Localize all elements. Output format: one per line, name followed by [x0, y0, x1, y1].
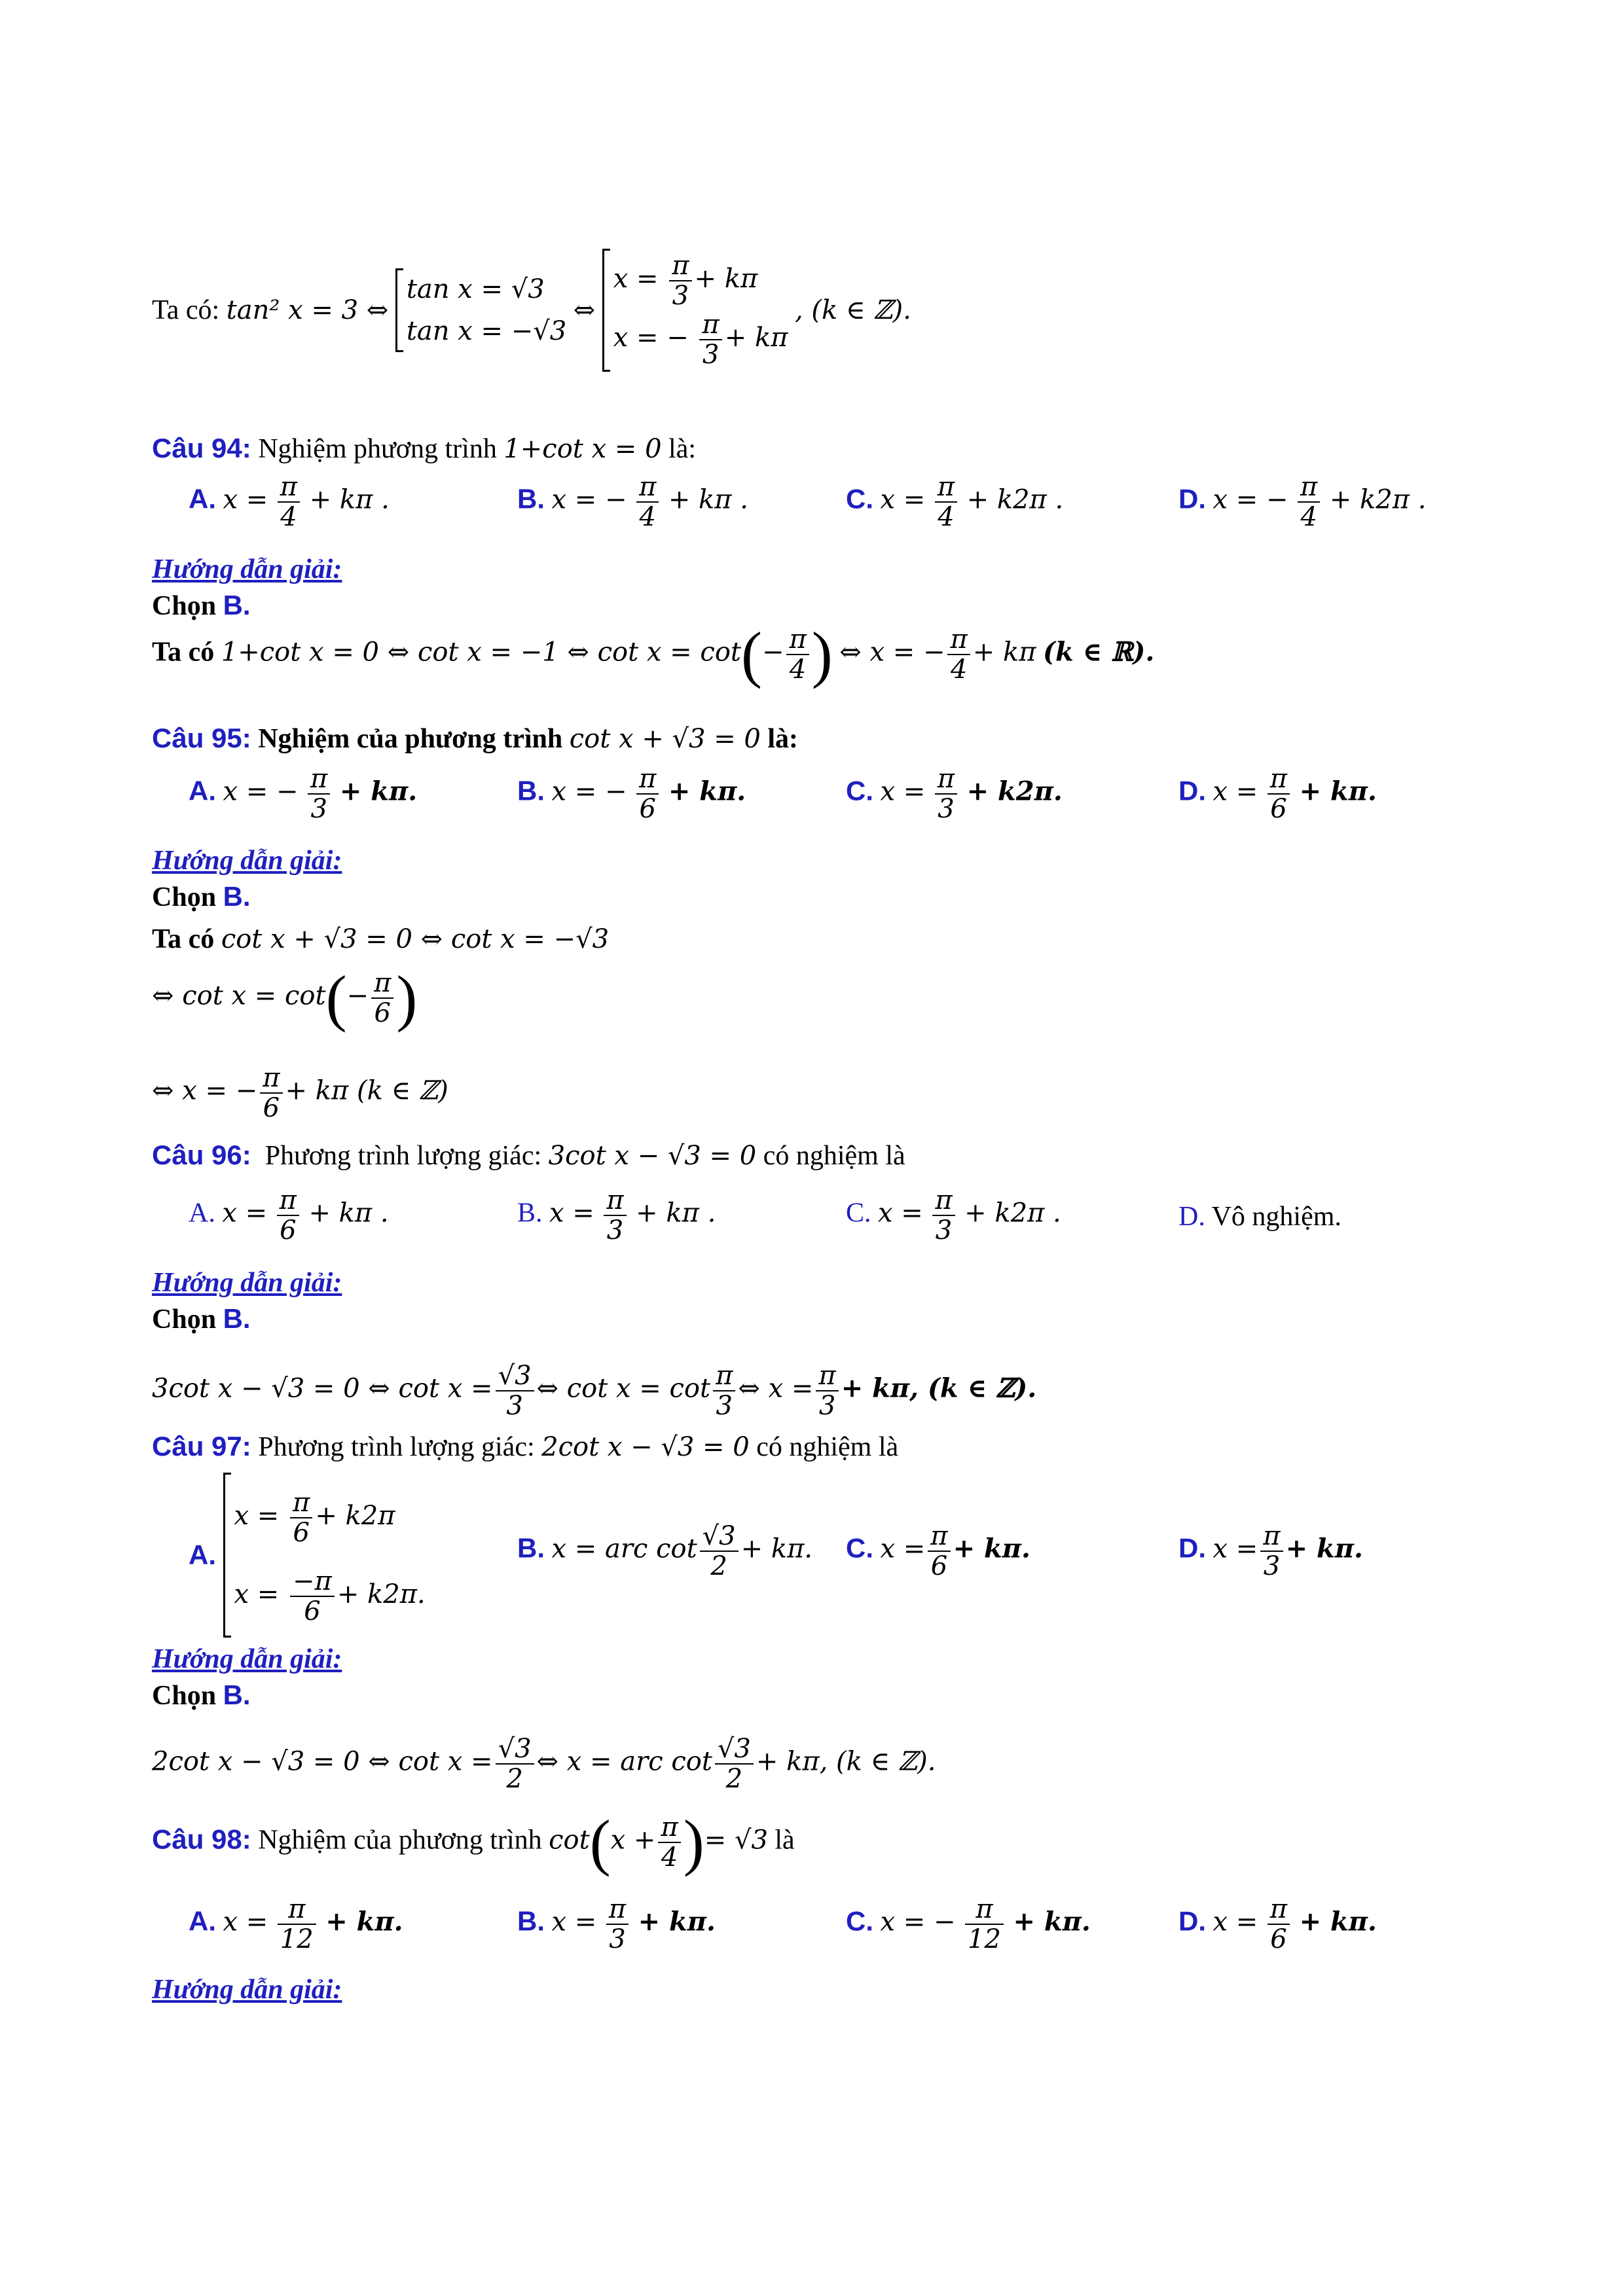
- den: 3: [818, 1391, 836, 1421]
- q97-label: Câu 97:: [152, 1431, 251, 1462]
- den: 3: [606, 1215, 624, 1246]
- q94-text: Nghiệm phương trình: [258, 434, 497, 464]
- sqrt-num: √3: [700, 1522, 739, 1552]
- q97-a-bot-post: + k2π.: [337, 1579, 426, 1609]
- q94-option-c[interactable]: [846, 473, 1063, 531]
- option-post: + k2π .: [1329, 484, 1427, 515]
- option-letter: D.: [1178, 483, 1206, 514]
- den: 3: [310, 794, 327, 824]
- option-pre: x = −: [880, 1907, 956, 1937]
- sqrt-num: √3: [715, 1734, 754, 1765]
- option-post: + kπ .: [668, 484, 749, 515]
- q97-eq: 2cot x − √3 = 0: [541, 1432, 750, 1462]
- pi-num: π: [1298, 473, 1320, 503]
- q97-option-d[interactable]: [1178, 1522, 1363, 1581]
- pi-num: π: [260, 1064, 282, 1094]
- option-post: + kπ .: [308, 1198, 389, 1229]
- pi-num: π: [935, 473, 957, 503]
- pi-num: π: [816, 1361, 838, 1391]
- q97-a-line2: x = $\frac{-\pi}{6}$ + k2π.: [234, 1566, 426, 1626]
- sol-prefix: Ta có: [152, 637, 215, 668]
- q95-tail: là:: [767, 724, 799, 754]
- den: 4: [661, 1842, 678, 1873]
- intro-system-1: [395, 268, 566, 352]
- den: 6: [374, 998, 391, 1028]
- q94-option-a[interactable]: [189, 473, 390, 531]
- q96-option-d[interactable]: [1178, 1201, 1341, 1232]
- pi-num: π: [636, 764, 659, 795]
- option-post: + kπ .: [309, 484, 390, 515]
- q94-option-d[interactable]: [1178, 473, 1426, 531]
- intro-line: [152, 249, 911, 425]
- q98-text: Nghiệm của phương trình: [258, 1825, 542, 1856]
- den: 4: [639, 502, 656, 532]
- den: 3: [938, 794, 955, 824]
- q94-choose: [152, 586, 251, 626]
- q95-option-d[interactable]: [1178, 764, 1377, 823]
- sqrt-num: √3: [496, 1361, 534, 1391]
- option-post: + kπ.: [1285, 1533, 1363, 1564]
- den: 4: [950, 655, 968, 685]
- option-letter: A.: [189, 483, 216, 514]
- sol-eq-3: + kπ, (k ∈ ℤ).: [756, 1746, 936, 1777]
- option-post: + kπ.: [638, 1906, 716, 1937]
- pi-num: π: [606, 1895, 629, 1925]
- den: 4: [938, 502, 955, 532]
- q94-option-b[interactable]: [517, 473, 748, 531]
- option-pre: x =: [1213, 776, 1258, 807]
- den: 3: [716, 1391, 733, 1421]
- option-letter: C.: [846, 775, 873, 806]
- sol-eq-2: ⇔ cot x = cot: [536, 1373, 711, 1404]
- q96-guide: [152, 1263, 342, 1302]
- neg-pi-num: −π: [290, 1567, 335, 1597]
- q98-eq-rhs: = √3: [704, 1825, 768, 1856]
- q97-a-top-post: + k2π: [315, 1501, 395, 1531]
- q97-guide: [152, 1640, 342, 1679]
- den: 3: [672, 281, 689, 311]
- sol-domain: (k ∈ ℝ).: [1043, 636, 1155, 668]
- sol-eq: ⇔ x = −: [152, 1075, 258, 1106]
- q98-guide: [152, 1970, 342, 2009]
- q95-text: Nghiệm của phương trình: [258, 724, 563, 754]
- pi-num: π: [1267, 764, 1290, 795]
- sol-eq-4: + kπ, (k ∈ ℤ).: [841, 1372, 1037, 1404]
- pi-num: π: [290, 1488, 312, 1518]
- q97-solution: [152, 1734, 936, 1793]
- q95-sol-2: ⇔ cot x = cot(− $\frac{\pi}{6}$ ): [152, 963, 418, 1033]
- option-letter: C.: [846, 1532, 873, 1564]
- q98-option-c[interactable]: [846, 1895, 1091, 1954]
- option-pre: x = arc cot: [551, 1534, 697, 1564]
- guide-heading: Hướng dẫn giải:: [152, 1268, 342, 1298]
- den: 2: [506, 1764, 523, 1794]
- den: 6: [1270, 794, 1287, 824]
- q94-guide: [152, 550, 342, 589]
- sol-eq-2: + kπ (k ∈ ℤ): [285, 1075, 448, 1106]
- q95-sol-1: [152, 920, 609, 959]
- q96-eq: 3cot x − √3 = 0: [548, 1141, 757, 1171]
- den: 4: [789, 655, 807, 685]
- q96-solution: [152, 1361, 1036, 1420]
- option-pre: x = −: [551, 776, 627, 807]
- option-pre: x = −: [1213, 484, 1288, 515]
- option-pre: x =: [223, 1907, 268, 1937]
- option-pre: x =: [878, 1198, 923, 1229]
- den: 3: [506, 1391, 523, 1421]
- option-letter: B.: [517, 1532, 545, 1564]
- den: 6: [280, 1215, 297, 1246]
- sol-eq: 1+cot x = 0 ⇔ cot x = −1 ⇔ cot x = cot: [221, 637, 741, 668]
- guide-heading: Hướng dẫn giải:: [152, 1644, 342, 1674]
- intro-suffix: , (k ∈ ℤ).: [794, 295, 911, 325]
- q98-option-d[interactable]: [1178, 1895, 1377, 1954]
- sol-eq: 3cot x − √3 = 0 ⇔ cot x =: [152, 1373, 493, 1404]
- den: 3: [935, 1215, 953, 1246]
- option-letter: B.: [517, 1905, 545, 1937]
- choice-letter: B.: [223, 881, 251, 912]
- pi-num: π: [932, 1186, 955, 1216]
- den: 12: [280, 1924, 314, 1954]
- q97-choose: [152, 1676, 251, 1715]
- q96-stem: [152, 1136, 905, 1175]
- option-pre: x =: [880, 1534, 926, 1564]
- q95-guide: [152, 841, 342, 880]
- option-letter: B.: [517, 1198, 543, 1229]
- pi-num: π: [935, 764, 957, 795]
- option-post: + kπ.: [339, 776, 418, 807]
- pi-num: π: [786, 625, 809, 655]
- option-letter: B.: [517, 483, 545, 514]
- option-post: + k2π .: [966, 484, 1064, 515]
- q97-option-c[interactable]: [846, 1522, 1030, 1581]
- pi-num: π: [1260, 1522, 1283, 1552]
- option-text: Vô nghiệm.: [1211, 1202, 1341, 1232]
- option-letter: A.: [189, 775, 216, 806]
- den: 6: [1270, 1924, 1287, 1954]
- sol-eq: ⇔ cot x = cot: [152, 980, 326, 1011]
- den: 2: [725, 1764, 743, 1794]
- q98-option-b[interactable]: [517, 1895, 716, 1954]
- den: 4: [1300, 502, 1317, 532]
- q94-tail: là:: [668, 434, 697, 464]
- choice-letter: B.: [223, 1303, 251, 1334]
- q97-a-line1: x = $\frac{\pi}{6}$ + k2π: [234, 1488, 395, 1548]
- choice-letter: B.: [223, 1679, 251, 1710]
- pi-num: π: [278, 1895, 316, 1925]
- q94-label: Câu 94:: [152, 433, 251, 463]
- choose-label: Chọn: [152, 591, 217, 621]
- sol-eq-2: ⇔ x = −: [839, 637, 945, 668]
- option-letter: A.: [189, 1198, 215, 1229]
- option-pre: x =: [549, 1198, 594, 1229]
- option-pre: x = −: [551, 484, 627, 515]
- den: 3: [1263, 1551, 1281, 1581]
- option-pre: x =: [1213, 1907, 1258, 1937]
- pi-num: π: [1267, 1895, 1290, 1925]
- q95-option-b[interactable]: [517, 764, 746, 823]
- option-pre: x =: [222, 1198, 268, 1229]
- guide-heading: Hướng dẫn giải:: [152, 1975, 342, 2005]
- den: 12: [968, 1924, 1001, 1954]
- sol-eq-3: + kπ: [972, 637, 1036, 668]
- q96-tail: có nghiệm là: [763, 1141, 905, 1171]
- den: 2: [710, 1551, 727, 1581]
- den: 6: [639, 794, 656, 824]
- option-letter: C.: [846, 483, 873, 514]
- q96-label: Câu 96:: [152, 1139, 251, 1170]
- q97-option-a[interactable]: [189, 1473, 426, 1638]
- pi-num: π: [277, 1186, 299, 1216]
- pi-num: π: [658, 1813, 680, 1843]
- option-letter: C.: [846, 1198, 871, 1229]
- q94-stem: [152, 429, 696, 469]
- pi-num: π: [636, 473, 659, 503]
- choose-label: Chọn: [152, 1304, 217, 1335]
- q95-option-c[interactable]: [846, 764, 1063, 823]
- den: 6: [263, 1093, 280, 1123]
- q97-option-a-system: [223, 1473, 426, 1638]
- option-letter: C.: [846, 1905, 873, 1937]
- choose-label: Chọn: [152, 882, 217, 912]
- option-pre: x =: [880, 484, 926, 515]
- option-pre: x = −: [223, 776, 299, 807]
- q98-eq-cot: cot: [549, 1825, 590, 1856]
- option-letter: D.: [1178, 775, 1206, 806]
- intro-sys2-line1: x = $\frac{\pi}{3}$ + kπ: [613, 251, 758, 311]
- pi-num: π: [308, 764, 330, 795]
- option-post: + k2π .: [964, 1198, 1061, 1229]
- guide-heading: Hướng dẫn giải:: [152, 554, 342, 584]
- sol-eq: cot x + √3 = 0 ⇔ cot x = −√3: [221, 924, 610, 954]
- choose-label: Chọn: [152, 1681, 217, 1711]
- intro-sys2-line2: x = − $\frac{\pi}{3}$ + kπ: [613, 310, 788, 370]
- q98-stem: Câu 98: Nghiệm của phương trình cot(x + $\frac{\pi}{4}$ )= √3 là: [152, 1807, 795, 1877]
- equiv-symbol: ⇔: [573, 295, 596, 325]
- pi-num: π: [699, 310, 721, 340]
- den: 6: [293, 1518, 310, 1548]
- q96-text: Phương trình lượng giác:: [264, 1141, 542, 1171]
- option-post: + kπ.: [740, 1534, 813, 1564]
- option-letter: B.: [517, 775, 545, 806]
- q98-tail: là: [775, 1825, 795, 1856]
- q97-stem: [152, 1427, 898, 1467]
- option-letter: A.: [189, 1905, 216, 1937]
- option-post: + kπ .: [636, 1198, 716, 1229]
- pi-num: π: [928, 1522, 950, 1552]
- option-post: + kπ.: [1299, 776, 1377, 807]
- den: 3: [702, 340, 720, 370]
- sol-prefix: Ta có: [152, 924, 215, 954]
- option-pre: x =: [551, 1907, 597, 1937]
- q98-label: Câu 98:: [152, 1823, 251, 1855]
- option-letter: D.: [1178, 1202, 1205, 1232]
- option-post: + kπ.: [668, 776, 746, 807]
- q97-text: Phương trình lượng giác:: [258, 1432, 535, 1462]
- q95-option-a[interactable]: [189, 764, 417, 823]
- q95-eq: cot x + √3 = 0: [569, 724, 761, 754]
- option-letter: D.: [1178, 1532, 1206, 1564]
- q96-option-c[interactable]: [846, 1186, 1061, 1245]
- intro-sys1-line1: tan x = √3: [406, 274, 545, 304]
- pi-num: π: [947, 625, 970, 655]
- option-pre: x =: [223, 484, 268, 515]
- pi-num: π: [371, 969, 393, 999]
- q98-eq-x: x +: [610, 1825, 656, 1856]
- den: 6: [930, 1551, 948, 1581]
- q98-option-a[interactable]: [189, 1895, 403, 1954]
- q96-choose: [152, 1299, 251, 1339]
- option-letter: D.: [1178, 1905, 1206, 1937]
- pi-num: π: [965, 1895, 1004, 1925]
- guide-heading: Hướng dẫn giải:: [152, 846, 342, 876]
- option-post: + kπ.: [1299, 1906, 1377, 1937]
- intro-system-2: [602, 249, 788, 372]
- sol-eq-2: ⇔ x = arc cot: [536, 1746, 712, 1777]
- option-post: + kπ.: [1013, 1906, 1091, 1937]
- intro-prefix: Ta có:: [152, 295, 220, 325]
- q95-stem: [152, 719, 798, 759]
- choice-letter: B.: [223, 590, 251, 620]
- intro-eq: tan² x = 3 ⇔: [226, 295, 389, 325]
- q95-sol-3: [152, 1064, 448, 1122]
- pi-num: π: [278, 473, 300, 503]
- option-pre: x =: [880, 776, 926, 807]
- option-post: + kπ.: [953, 1533, 1030, 1564]
- pi-num: π: [713, 1361, 735, 1391]
- q97-tail: có nghiệm là: [756, 1432, 899, 1462]
- pi-num: π: [669, 251, 691, 281]
- q95-label: Câu 95:: [152, 723, 251, 753]
- intro-sys1-line2: tan x = −√3: [406, 316, 567, 346]
- q95-choose: [152, 877, 251, 917]
- sol-eq: 2cot x − √3 = 0 ⇔ cot x =: [152, 1746, 493, 1777]
- q97-option-b[interactable]: [517, 1522, 812, 1581]
- option-pre: x =: [1213, 1534, 1258, 1564]
- den: 6: [304, 1596, 321, 1626]
- option-post: + k2π.: [966, 776, 1063, 807]
- den: 4: [280, 502, 297, 532]
- q96-option-a[interactable]: [189, 1186, 389, 1245]
- den: 3: [609, 1924, 626, 1954]
- sqrt-num: √3: [496, 1734, 534, 1765]
- q94-solution: Ta có 1+cot x = 0 ⇔ cot x = −1 ⇔ cot x = cot(− $\frac{\pi}{4}$ ) ⇔ x = − $\frac{\pi}{4}$ + kπ (k ∈ ℝ).: [152, 619, 1155, 689]
- q94-eq: 1+cot x = 0: [503, 434, 662, 464]
- q96-option-b[interactable]: [517, 1186, 716, 1245]
- sol-eq-3: ⇔ x =: [738, 1373, 814, 1404]
- option-letter: A.: [189, 1539, 216, 1570]
- option-post: + kπ.: [325, 1906, 403, 1937]
- pi-num: π: [604, 1186, 626, 1216]
